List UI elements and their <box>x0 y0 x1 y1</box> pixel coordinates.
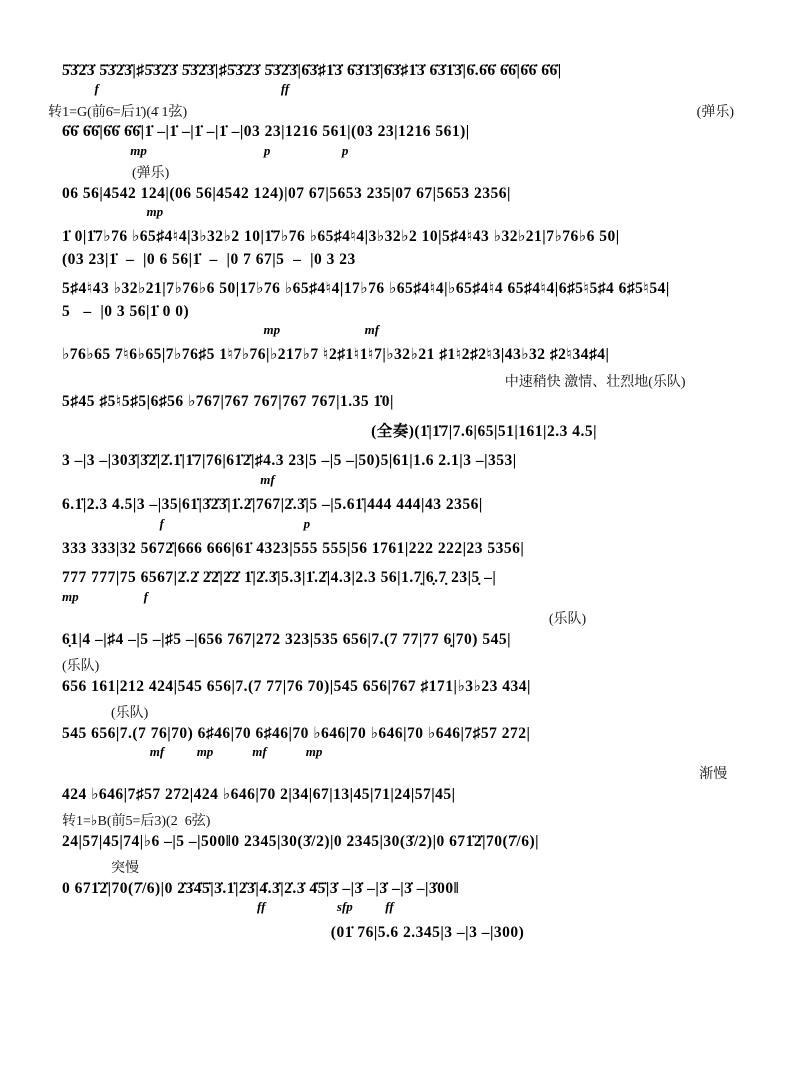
notation-line-upper-voice: 5♯4♮43 ♭32♭21|7♭76♭6 50|17♭76 ♭65♯4♮4|17♭76 ♭65♯4♮4|♭65♯4♮4 65♯4♮4|6♯5♮5♯4 6♯5♮54| <box>62 280 670 298</box>
system-annotations <box>62 611 734 629</box>
dynamics-line: mf mp mf mp <box>62 744 323 760</box>
notation-line-lower-voice: 5 – |0 3 56|1̇ 0 0) <box>62 302 190 320</box>
system-annotations <box>62 766 734 784</box>
system-annotations <box>62 860 734 878</box>
music-system-2 <box>48 104 734 158</box>
notation-line: 6̣1|4 –|♯4 –|5 –|♯5 –|656 767|272 323|535 656|7.(7 77|77 6̣|70) 545| <box>62 630 511 648</box>
music-system-3 <box>62 165 734 219</box>
music-system-10 <box>62 494 734 531</box>
music-system-14 <box>62 658 734 698</box>
music-system-5 <box>62 278 734 337</box>
notation-line: 5♯45 ♯5♮5♯5|6♯56 ♭767|767 767|767 767|1.35 1̇0| <box>62 393 394 411</box>
music-system-18 <box>62 860 734 914</box>
dynamics-line: f p <box>62 515 311 531</box>
system-annotations <box>62 165 734 183</box>
dynamics-line: mp <box>62 204 164 219</box>
notation-line: 777 777|75 6567|2̇.2̇ 2̇2̇|2̇2̇ 1̇|2̇.3̇|5.3|1̇.2̇|4.3|2.3 56|1.7̣|6̣.7̣ 23|5̣ –| <box>62 569 497 587</box>
notation-line: 06 56|4542 124|(06 56|4542 124)|07 67|5653 235|07 67|5653 2356| <box>62 184 511 202</box>
music-system-8 <box>62 421 734 443</box>
music-system-19 <box>62 922 734 944</box>
dynamics-line: mp mf <box>62 322 380 338</box>
notation-line: 6.1̇|2.3 4.5|3 –|35|61̇|3̇2̇3̇|1̇.2̇|767|2̇.3̇|5 –|5.61̇|444 444|43 2356| <box>62 496 483 514</box>
sudden-slow-annotation: 突慢 <box>62 861 139 877</box>
notation-line: 545 656|7.(7 76|70) 6♯46|70 6♯46|70 ♭646|70 ♭646|70 ♭646|7♯57 272| <box>62 724 531 742</box>
notation-line: 6̇6̇ 6̇6̇|6̇6̇ 6̇6̇|1̇ –|1̇ –|1̇ –|1̇ –|03 23|1216 561|(03 23|1216 561)| <box>62 123 470 141</box>
ritardando-annotation: 渐慢 <box>699 767 728 783</box>
annotation-left: (弹乐) <box>62 166 170 182</box>
notation-line: 424 ♭646|7♯57 272|424 ♭646|70 2|34|67|13|45|71|24|57|45| <box>62 785 456 803</box>
notation-line: 3 –|3 –|303̇|3̇2̇|2̇.1̇|1̇7|76|61̇2̇|♯4.3 23|5 –|5 –|50)5|61|1.6 2.1|3 –|353| <box>62 452 517 470</box>
notation-line: (01̇ 76|5.6 2.345|3 –|3 –|300) <box>330 923 525 941</box>
dynamics-line: mf <box>62 471 275 487</box>
notation-line: 333 333|32 5672̇|666 666|61̇ 4323|555 555|56 1761|222 222|23 5356| <box>62 539 525 557</box>
music-system-15 <box>62 705 734 759</box>
system-annotations <box>62 705 734 723</box>
system-annotations <box>62 813 734 831</box>
music-system-1 <box>62 60 734 97</box>
key-change-annotation: 转1=G(前6̇=后1̇)(4̇ 1弦) <box>48 104 188 120</box>
dynamics-line: ff sfp ff <box>62 899 394 915</box>
notation-line: (全奏)(1̇|1̇7|7.6|65|51|161|2.3 4.5| <box>371 422 597 440</box>
notation-line-lower-voice: (03 23|1̇ – |0 6 56|1̇ – |0 7 67|5 – |0 3 23 <box>62 250 356 268</box>
music-system-17 <box>62 813 734 853</box>
dynamics-line: mp f <box>62 588 148 604</box>
music-system-9 <box>62 450 734 487</box>
system-annotations <box>48 104 734 122</box>
ensemble-annotation: (乐队) <box>548 612 587 628</box>
key-change-annotation: 转1=♭B(前5=后3)(2 6弦) <box>62 814 211 830</box>
music-system-11 <box>62 538 734 560</box>
notation-line-upper-voice: 1̇ 0|1̇7♭76 ♭65♯4♮4|3♭32♭2 10|1̇7♭76 ♭65♯4♮4|3♭32♭2 10|5♯4♮43 ♭32♭21|7♭76♭6 50| <box>62 228 620 246</box>
ensemble-annotation: (乐队) <box>62 706 149 722</box>
notation-line: ♭76♭65 7♮6♭65|7♭76♯5 1♮7♭76|♭217♭7 ♮2♯1♮1♮7|♭32♭21 ♯1♮2♯2♮3|43♭32 ♯2♮34♯4| <box>62 346 610 364</box>
tempo-expression-text: 中速稍快 激情、壮烈地(乐队) <box>504 374 721 390</box>
notation-line: 656 161|212 424|545 656|7.(7 77|76 70)|545 656|767 ♯171|♭3♭23 434| <box>62 677 531 695</box>
ensemble-annotation: (乐队) <box>62 659 100 675</box>
music-system-16 <box>62 766 734 806</box>
notation-line: 5̇3̇2̇3̇ 5̇3̇2̇3̇|♯5̇3̇2̇3̇ 5̇3̇2̇3̇|♯5̇3̇2̇3̇ 5̇3̇2̇3̇|6̇3̇♯1̇3̇ 6̇3̇1̇3̇|6̇3̇♯1̇3̇ 6̇3̇1̇3̇|6̇.6̇6̇ 6̇6̇|6̇6̇ 6̇6̇| <box>62 62 562 79</box>
dynamics-line: f ff <box>62 81 290 97</box>
tempo-annotation <box>62 374 734 392</box>
music-system-4 <box>62 226 734 271</box>
annotation-right: (弹乐) <box>696 104 734 120</box>
music-system-7 <box>62 374 734 414</box>
dynamics-line: mp p p <box>62 142 349 158</box>
notation-line: 24|57|45|74|♭6 –|5 –|500‖0 2345|30(3̇/2)|0 2345|30(3̇/2)|0 671̇2̇|70(7̇/6)| <box>62 832 540 850</box>
music-system-13 <box>62 611 734 651</box>
music-system-6 <box>62 344 734 366</box>
notation-line: 0 671̇2̇|70(7̇/6)|0 2̇3̇4̇5̇|3̇.1̇|2̇3̇|4̇.3̇|2̇.3̇ 4̇5̇|3̇ –|3̇ –|3̇ –|3̇ –|3̇00‖ <box>62 879 460 897</box>
music-system-12 <box>62 567 734 604</box>
system-annotations <box>62 658 734 676</box>
